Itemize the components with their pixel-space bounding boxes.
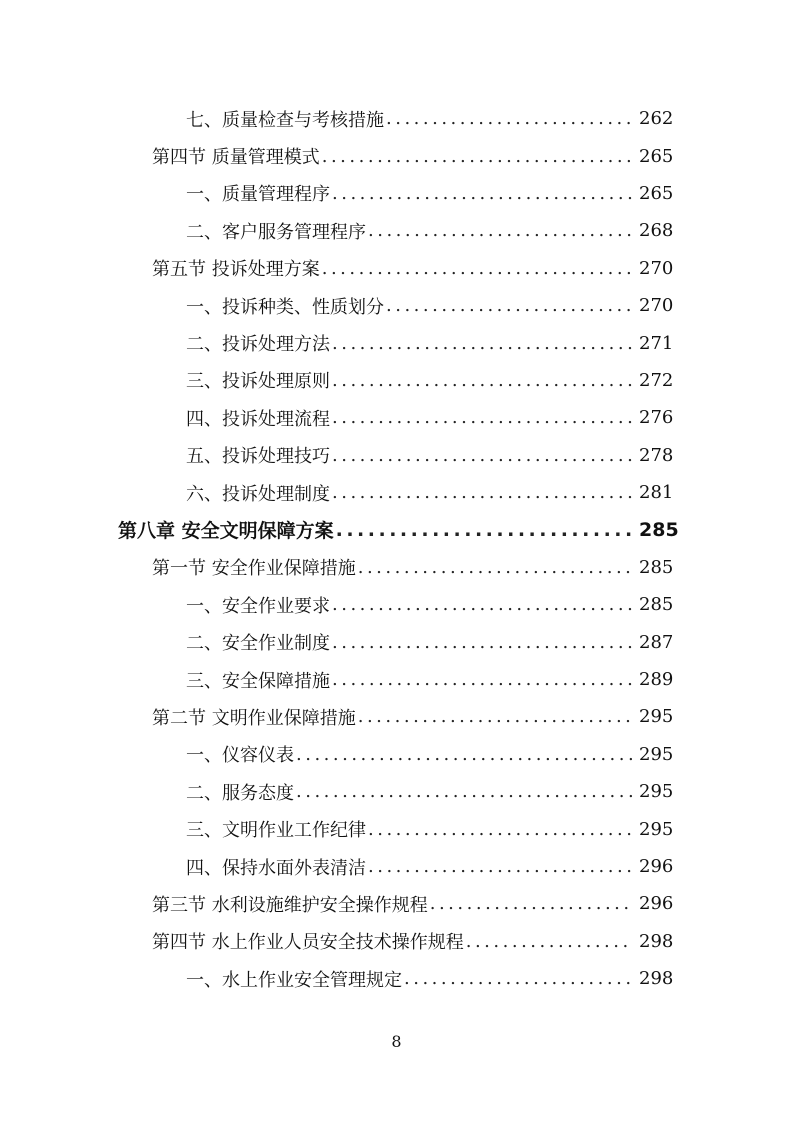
toc-entry-page: 295 [639, 781, 674, 803]
toc-subsection-entry[interactable] [0, 586, 793, 623]
toc-entry-page: 298 [639, 968, 674, 990]
toc-entry-page: 295 [639, 818, 674, 840]
dot-leader [296, 744, 633, 765]
toc-entry-title: 一、仪容仪表 [186, 745, 294, 767]
dot-leader [322, 146, 633, 167]
toc-entry-page: 285 [639, 518, 679, 541]
toc-entry-page: 287 [639, 631, 674, 653]
toc-entry-title: 第五节 投诉处理方案 [152, 259, 320, 281]
toc-subsection-entry[interactable] [0, 362, 793, 399]
toc-entry-page: 268 [639, 220, 674, 242]
toc-entry-title: 第八章 安全文明保障方案 [118, 520, 334, 543]
toc-entry-page: 270 [639, 295, 674, 317]
toc-subsection-entry[interactable] [0, 848, 793, 885]
toc-entry-page: 285 [639, 556, 674, 578]
toc-entry-page: 272 [639, 369, 674, 391]
toc-entry-page: 276 [639, 407, 674, 429]
toc-entry-page: 281 [639, 482, 674, 504]
dot-leader [386, 295, 633, 316]
toc-entry-page: 265 [639, 145, 674, 167]
dot-leader [358, 557, 633, 578]
toc-entry-title: 二、服务态度 [186, 782, 294, 804]
toc-entry-title: 一、水上作业安全管理规定 [186, 969, 402, 991]
toc-entry-title: 一、安全作业要求 [186, 595, 330, 617]
toc-subsection-entry[interactable] [0, 212, 793, 249]
dot-leader [404, 968, 633, 989]
toc-entry-page: 296 [639, 856, 674, 877]
dot-leader [332, 407, 633, 428]
toc-entry-title: 三、文明作业工作纪律 [186, 820, 366, 842]
toc-entry-page: 289 [639, 669, 674, 691]
toc-subsection-entry[interactable] [0, 399, 793, 436]
toc-entry-title: 四、投诉处理流程 [186, 408, 330, 430]
dot-leader [332, 445, 633, 466]
toc-entry-title: 第三节 水利设施维护安全操作规程 [152, 894, 428, 916]
toc-entry-title: 第二节 文明作业保障措施 [152, 707, 356, 729]
toc-section-entry[interactable] [0, 923, 793, 960]
dot-leader [368, 819, 633, 840]
toc-subsection-entry[interactable] [0, 474, 793, 511]
toc-subsection-entry[interactable] [0, 324, 793, 361]
dot-leader [336, 519, 633, 541]
toc-subsection-entry[interactable] [0, 960, 793, 997]
toc-entry-title: 第一节 安全作业保障措施 [152, 558, 356, 580]
toc-entry-title: 三、投诉处理原则 [186, 371, 330, 393]
toc-entry-title: 第四节 水上作业人员安全技术操作规程 [152, 932, 464, 954]
toc-subsection-entry[interactable] [0, 623, 793, 660]
dot-leader [296, 781, 633, 802]
toc-entry-page: 298 [639, 930, 674, 952]
toc-entry-page: 271 [639, 332, 674, 354]
dot-leader [332, 333, 633, 354]
toc-entry-page: 278 [639, 444, 674, 466]
dot-leader [332, 482, 633, 503]
toc-entry-page: 270 [639, 257, 674, 279]
dot-leader [368, 856, 633, 877]
toc-entry-page: 296 [639, 893, 674, 915]
toc-entry-title: 二、安全作业制度 [186, 633, 330, 655]
dot-leader [386, 108, 633, 129]
toc-subsection-entry[interactable] [0, 810, 793, 847]
toc-entry-title: 三、安全保障措施 [186, 670, 330, 692]
dot-leader [332, 183, 633, 204]
toc-entry-title: 二、客户服务管理程序 [186, 221, 366, 243]
toc-section-entry[interactable] [0, 698, 793, 735]
toc-subsection-entry[interactable] [0, 661, 793, 698]
toc-subsection-entry[interactable] [0, 287, 793, 324]
toc-entry-title: 四、保持水面外表清洁 [186, 857, 366, 879]
toc-section-entry[interactable] [0, 137, 793, 174]
page-number: 8 [391, 1032, 402, 1051]
dot-leader [332, 594, 633, 615]
toc-entry-page: 285 [639, 594, 674, 616]
toc-subsection-entry[interactable] [0, 736, 793, 773]
toc-subsection-entry[interactable] [0, 175, 793, 212]
toc-section-entry[interactable] [0, 549, 793, 586]
toc-section-entry[interactable] [0, 885, 793, 922]
toc-entry-page: 295 [639, 743, 674, 765]
toc-subsection-entry[interactable] [0, 100, 793, 137]
toc-entry-page: 262 [639, 108, 674, 130]
toc-entry-page: 265 [639, 182, 674, 204]
dot-leader [430, 893, 633, 914]
toc-entry-title: 一、质量管理程序 [186, 184, 330, 206]
toc-entry-title: 二、投诉处理方法 [186, 334, 330, 356]
toc-entry-title: 一、投诉种类、性质划分 [186, 296, 384, 318]
toc-entry-title: 五、投诉处理技巧 [186, 446, 330, 468]
toc-chapter-entry[interactable] [0, 511, 793, 548]
toc-section-entry[interactable] [0, 250, 793, 287]
toc-entry-page: 295 [639, 706, 674, 728]
toc-subsection-entry[interactable] [0, 773, 793, 810]
dot-leader [332, 370, 633, 391]
dot-leader [466, 931, 633, 952]
toc-entry-title: 六、投诉处理制度 [186, 483, 330, 505]
table-of-contents [0, 100, 793, 997]
dot-leader [332, 669, 633, 690]
dot-leader [332, 632, 633, 653]
dot-leader [358, 706, 633, 727]
toc-entry-title: 七、质量检查与考核措施 [186, 109, 384, 131]
toc-subsection-entry[interactable] [0, 437, 793, 474]
dot-leader [322, 258, 633, 279]
dot-leader [368, 220, 633, 241]
toc-entry-title: 第四节 质量管理模式 [152, 147, 320, 169]
